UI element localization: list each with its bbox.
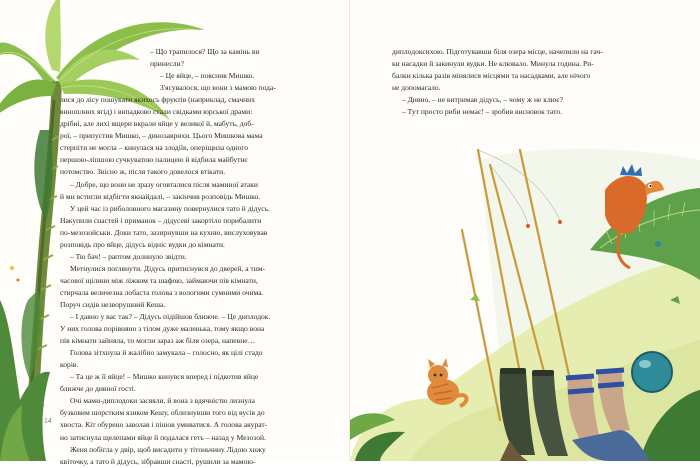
text-line: рої, – припустив Мишко, – динозаврихи. Цього Мишкова мама — [60, 131, 263, 141]
text-line: першою-ліпшою сучкуватою палицею й відбила майбутнє — [60, 155, 248, 165]
ball-icon — [632, 352, 672, 392]
text-line: пів кімнати зайняла, то могли зараз аж біля озера, напевне… — [60, 336, 256, 346]
text-line: ки насадки й закинули вудки. Не клювало. Минула година. Ри- — [392, 59, 594, 69]
text-line: потомство. Звісно ж, після такого довелося втікати. — [60, 167, 226, 177]
text-line: принесли? — [150, 59, 184, 69]
text-line: квіточку, а тато й дідусь, зібравши снасті, рушили за мамою- — [60, 456, 256, 466]
text-line: но затиснула щелепами яйце й подалася геть – назад у Мезозой. — [60, 432, 266, 442]
text-line: й ми встигли відбігти якнайдалі, – закінчив розповідь Мишко. — [60, 191, 261, 201]
text-line: У них голова порівняно з тілом дуже маленька, тому якщо вона — [60, 324, 265, 334]
text-line: Поруч сидів незворушний Кеша. — [60, 299, 166, 309]
text-line: З'ясувалося, що вони з мамою пода- — [160, 83, 276, 93]
text-line: виноплних ягід) і випадково стали свідками юрської драми: — [60, 107, 253, 117]
text-line: Женя побігла у двір, щоб висадити у тітоньчину Лідою хижу — [70, 444, 266, 454]
text-line: – Добре, що вони не зразу оговталися після маминої атаки — [70, 179, 258, 189]
right-page — [350, 0, 700, 461]
text-line: стерпіти не могла – кинулася на злодіїв, оперіщила одного — [60, 143, 249, 153]
text-line: – Це яйце, – пояснив Мишко. — [160, 71, 255, 81]
text-line: Накупили снастей і приманок – дідусеві закортіло порибалити — [60, 215, 262, 225]
illustration — [350, 0, 700, 461]
text-line: Метнулися поглянути. Дідусь притиснувся до дверей, а тим- — [70, 263, 266, 273]
text-line: ближче до дивної гості. — [60, 384, 136, 394]
text-line: бузковим шорстким язиком Кешу, облизнувши того від вусів до — [60, 408, 265, 418]
text-line: стирчала величезна лобаста голова з вологими сумними очима. — [60, 287, 264, 297]
text-line: Очі мами-диплодоки засяяли, й вона з вдячністю лизнула — [70, 396, 255, 406]
text-line: дрібні, але лихі ящери вкрали яйце у великої й, мабуть, доб- — [60, 119, 254, 129]
text-line: Голова зітхнула й жалібно замукала – голосно, як цілі стадо — [70, 348, 263, 358]
text-line: – Що трапилося? Що за камінь ви — [150, 47, 260, 56]
text-line: по-мезозойськи. Доки тато, зазирнувши на кухню, вислуховував — [60, 227, 268, 237]
text-line: – Тут просто риби немає! – зробив висновок тато. — [402, 107, 563, 117]
text-line: – Та це ж її яйце! – Мишко кинувся вперед і підкотив яйце — [70, 372, 259, 382]
text-line: У цей час із риболовного магазину повернулися тато й дідусь. — [70, 203, 270, 213]
text-line: корів. — [60, 360, 79, 370]
text-line: – Дивно, – не витримав дідусь, – чому ж не клює? — [402, 95, 563, 105]
text-line: розповідь про яйце, дідусь відніс вудки до кімнати. — [60, 239, 225, 249]
text-line: хвоста. Кіт обурено заволав і пішов умиватися. А голова акурат- — [60, 420, 268, 430]
text-line: – І давно у вас так? – Дідусь підійшов ближче. – Це диплодок. — [70, 312, 271, 322]
text-line: диплодоксихою. Підготувавши біля озера місце, начепили на гач- — [392, 47, 603, 56]
text-line: лися до лісу пошукати якихось фруктів (наприклад, смачних — [60, 95, 255, 105]
left-page-text — [60, 46, 328, 468]
text-line: балки кілька разів мінялися місцями та насадками, але нічого — [392, 71, 591, 81]
page-number: 14 — [44, 418, 52, 425]
text-line: часової щілини між ліжком та шафою, займаючи пів кімнати, — [60, 275, 258, 285]
text-line: – Тю бач! – раптом долинуло звідти. — [70, 251, 187, 261]
left-page — [0, 0, 350, 466]
text-line: не допомагало. — [392, 83, 441, 93]
